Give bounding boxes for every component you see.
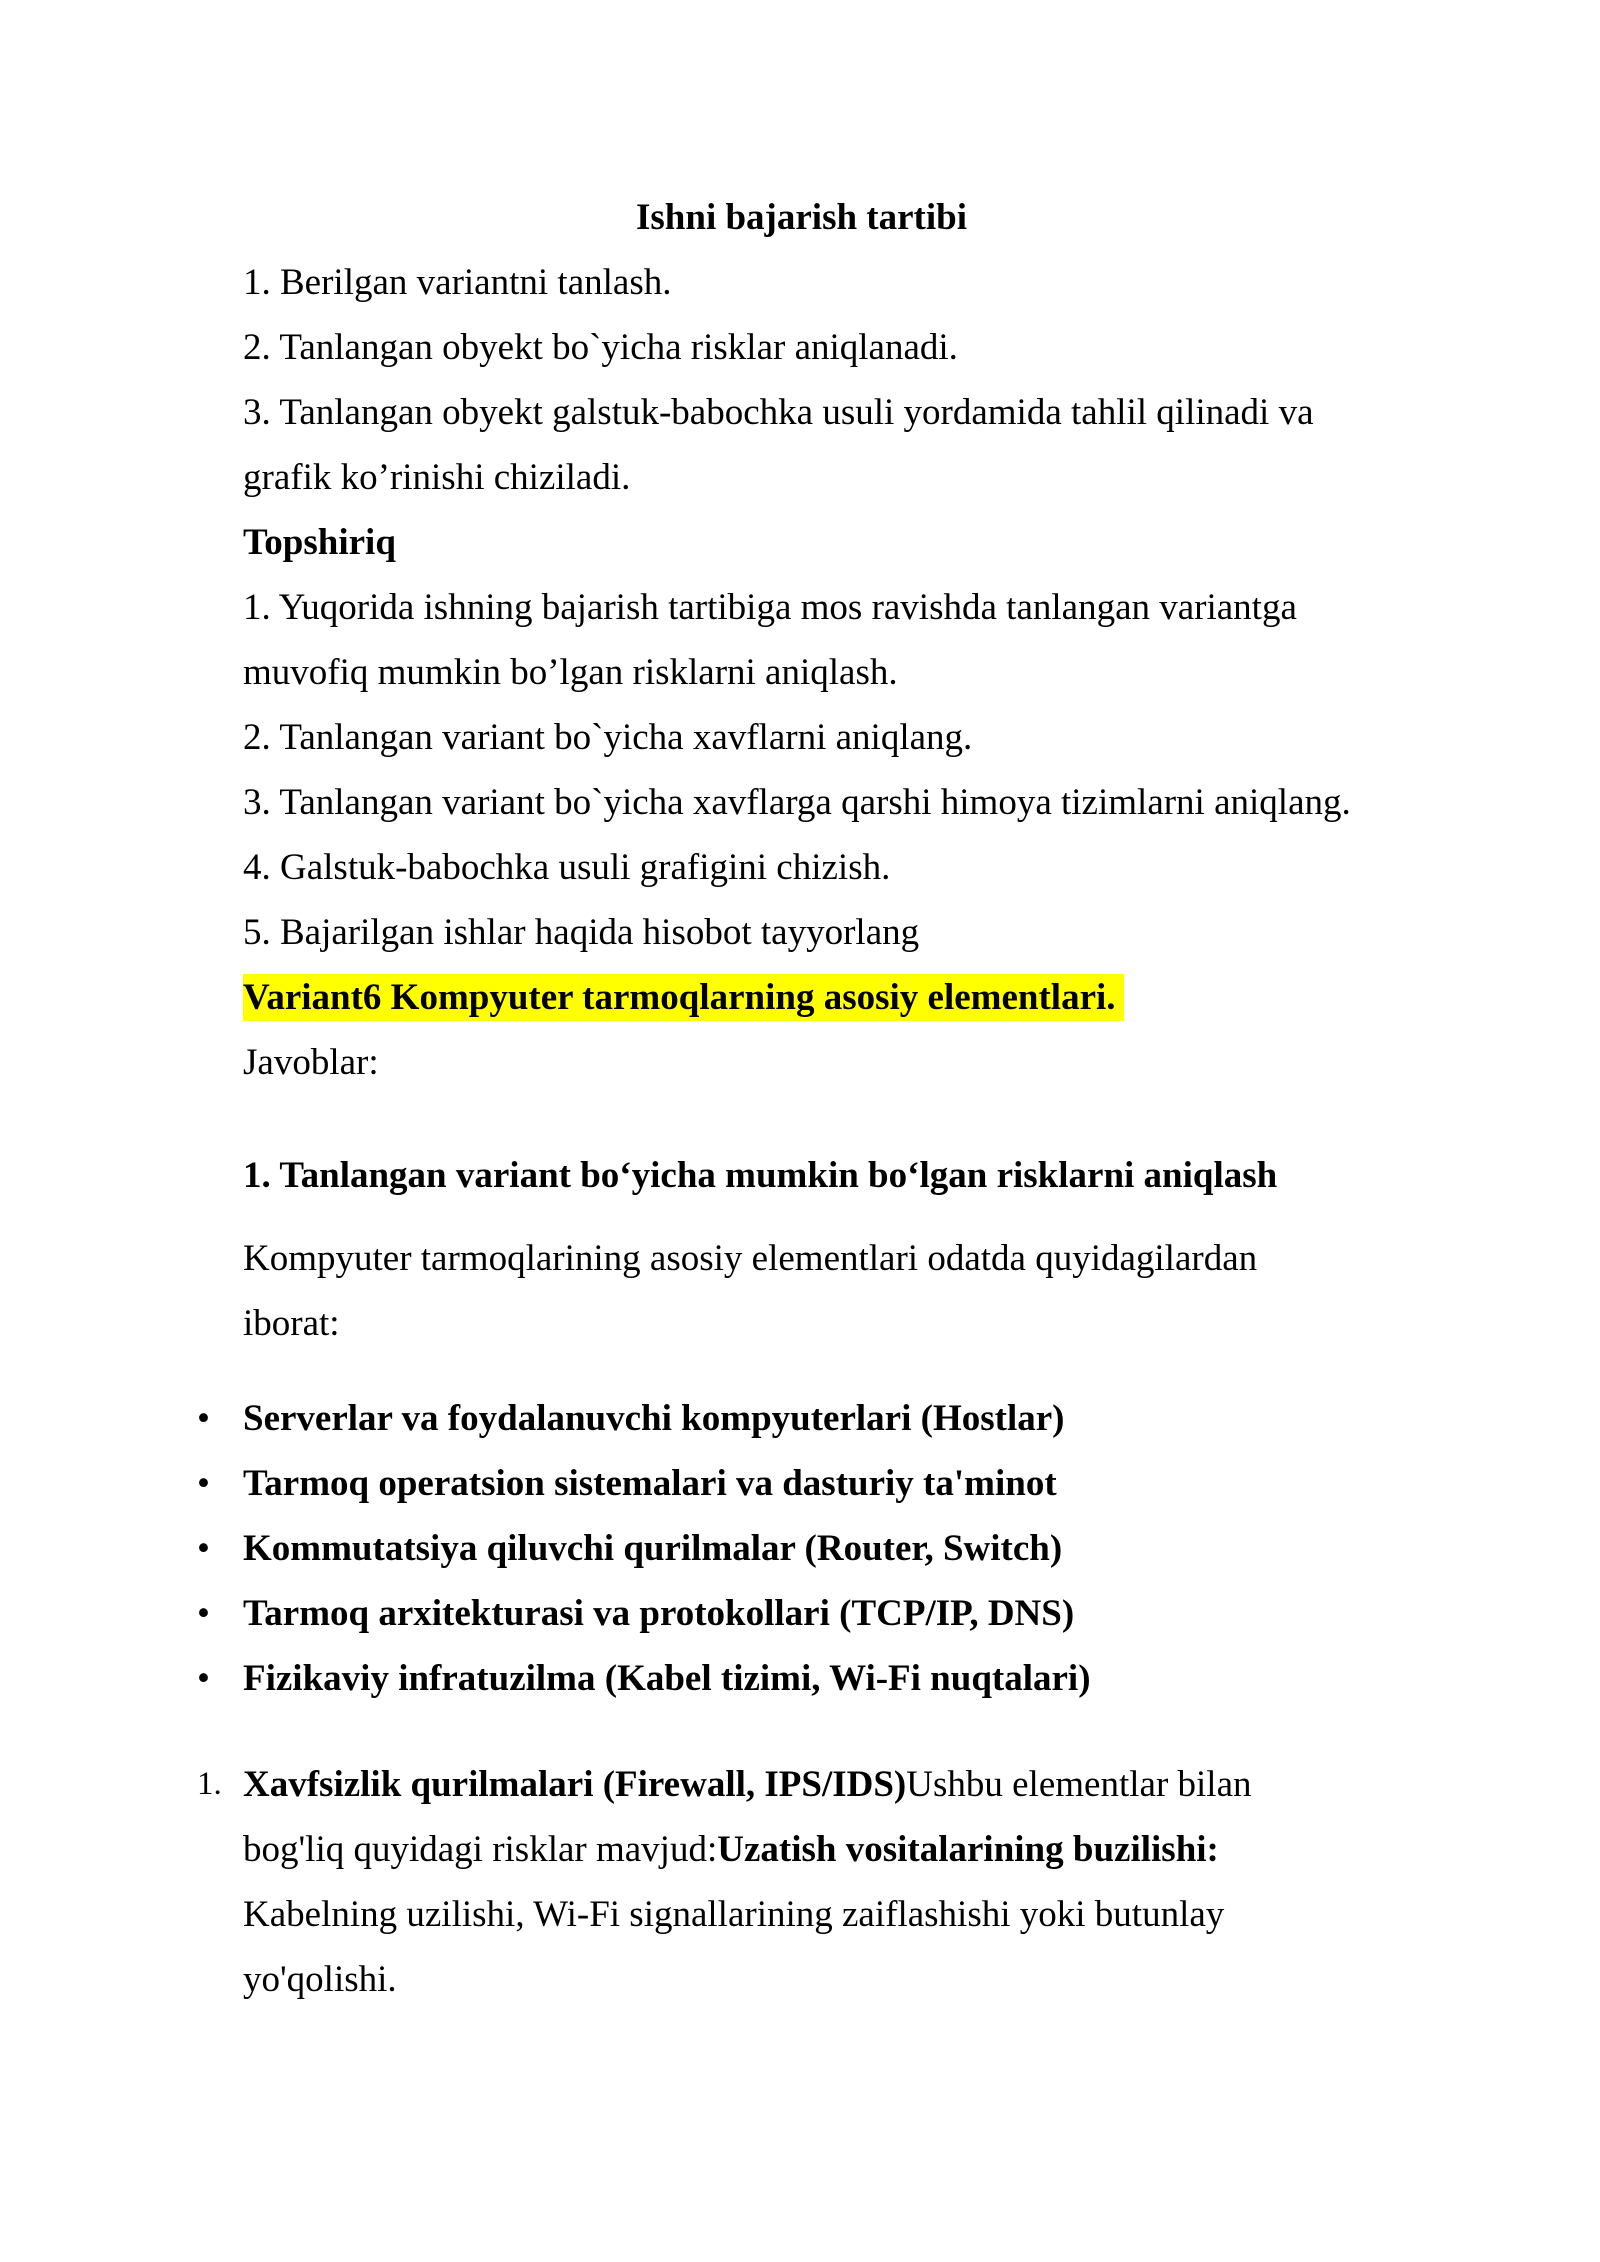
topshiriq-heading: Topshiriq xyxy=(243,522,396,563)
risk-name-bold: Uzatish vositalarining buzilishi: xyxy=(717,1829,1219,1870)
list-item-label: Kommutatsiya qiluvchi qurilmalar (Router, Switch) xyxy=(243,1528,1063,1569)
answers-label: Javoblar: xyxy=(243,1042,379,1083)
page-title: Ishni bajarish tartibi xyxy=(635,197,967,238)
section-heading: 1. Tanlangan variant boʻyicha mumkin boʻlgan risklarni aniqlash xyxy=(243,1155,1278,1196)
list-item xyxy=(197,1581,1360,1646)
bullet-marker: • xyxy=(197,1398,210,1439)
risk-item-text: Ushbu elementlar bilan bog'liq quyidagi risklar mavjud: xyxy=(243,1764,1252,1870)
network-elements-list xyxy=(197,1386,1360,1711)
risk-item-block xyxy=(197,1752,1360,2012)
list-item xyxy=(197,1646,1360,1711)
procedure-step: 1. Berilgan variantni tanlash. xyxy=(243,262,672,303)
risk-item-tail: Kabelning uzilishi, Wi-Fi signallarining zaiflashishi yoki butunlay yo'qolishi. xyxy=(243,1894,1225,2000)
procedure-step: 3. Tanlangan obyekt galstuk-babochka usuli yordamida tahlil qilinadi va grafik ko’rinishi chiziladi. xyxy=(243,392,1314,498)
document-content xyxy=(197,185,1360,2012)
intro-paragraph: Kompyuter tarmoqlarining asosiy elementlari odatda quyidagilardan iborat: xyxy=(243,1238,1258,1344)
risk-item-bold-lead: Xavfsizlik qurilmalari (Firewall, IPS/IDS) xyxy=(243,1764,907,1805)
bullet-marker: • xyxy=(197,1528,210,1569)
procedure-step: 2. Tanlangan obyekt bo`yicha risklar aniqlanadi. xyxy=(243,327,958,368)
bullet-marker: • xyxy=(197,1463,210,1504)
task-item: 2. Tanlangan variant bo`yicha xavflarni aniqlang. xyxy=(243,717,973,758)
task-item: 4. Galstuk-babochka usuli grafigini chizish. xyxy=(243,847,891,888)
list-item-label: Tarmoq arxitekturasi va protokollari (TCP/IP, DNS) xyxy=(243,1593,1075,1634)
list-item xyxy=(197,1451,1360,1516)
list-item-label: Serverlar va foydalanuvchi kompyuterlari (Hostlar) xyxy=(243,1398,1065,1439)
list-item xyxy=(197,1516,1360,1581)
highlighted-text: Variant6 Kompyuter tarmoqlarning asosiy elementlari. xyxy=(243,974,1124,1021)
risk-item xyxy=(197,1752,1360,2012)
task-item: 1. Yuqorida ishning bajarish tartibiga mos ravishda tanlangan variantga muvofiq mumkin bo’lgan risklarni aniqlash. xyxy=(243,587,1297,693)
list-item-label: Fizikaviy infratuzilma (Kabel tizimi, Wi-Fi nuqtalari) xyxy=(243,1658,1091,1699)
list-item xyxy=(197,1386,1360,1451)
bullet-marker: • xyxy=(197,1658,210,1699)
list-item-label: Tarmoq operatsion sistemalari va dasturiy ta'minot xyxy=(243,1463,1057,1504)
task-item: 3. Tanlangan variant bo`yicha xavflarga qarshi himoya tizimlarni aniqlang. xyxy=(243,782,1351,823)
variant-highlight-line xyxy=(243,965,1360,1030)
number-marker: 1. xyxy=(197,1766,222,1802)
task-item: 5. Bajarilgan ishlar haqida hisobot tayyorlang xyxy=(243,912,920,953)
bullet-marker: • xyxy=(197,1593,210,1634)
